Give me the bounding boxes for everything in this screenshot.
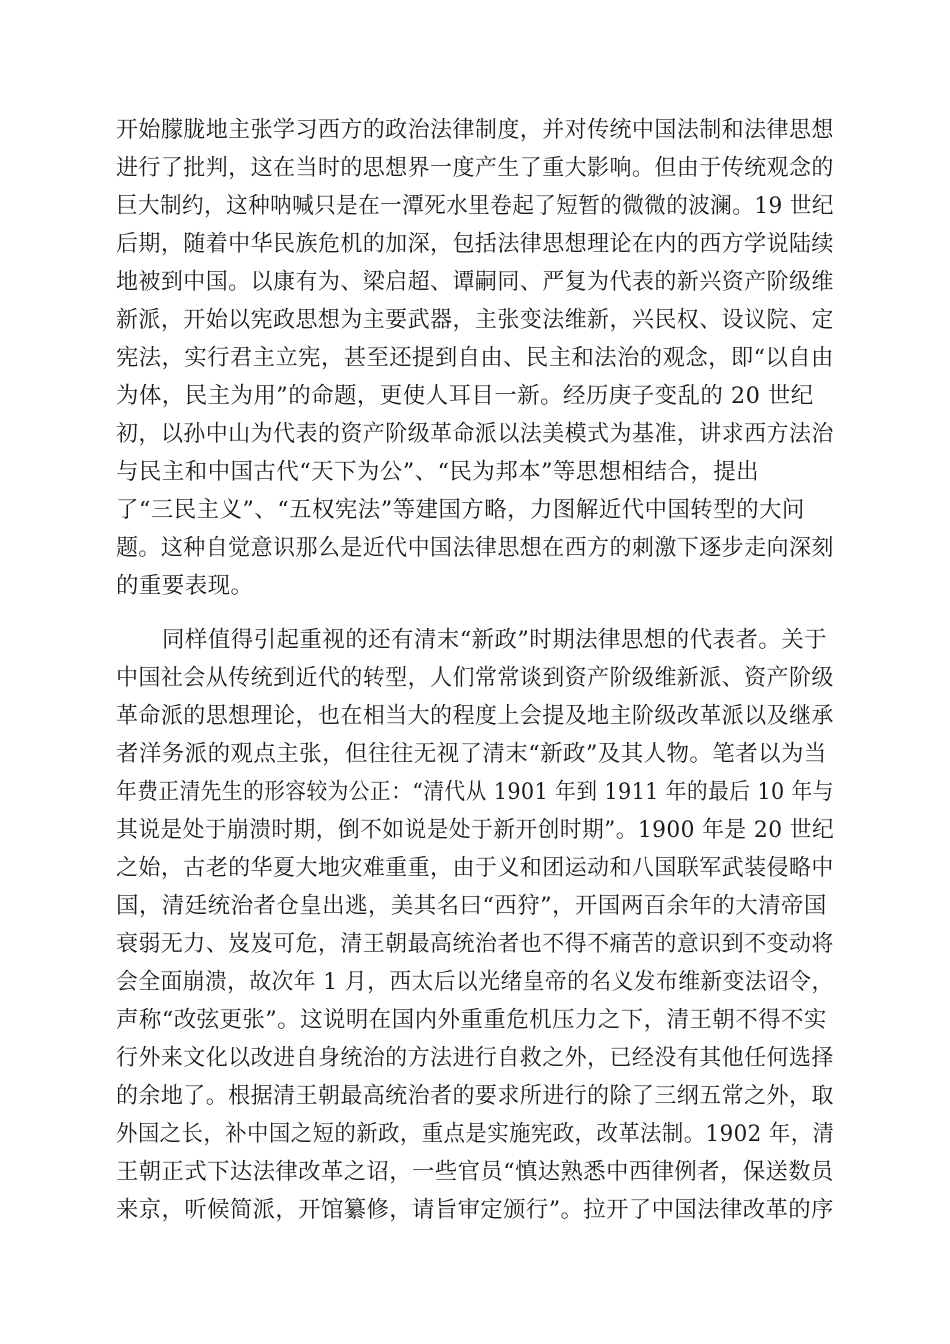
text-line: 了“三民主义”、“五权宪法”等建国方略，力图解近代中国转型的大问 bbox=[116, 497, 805, 523]
text-line: 与民主和中国古代“天下为公”、“民为邦本”等思想相结合，提出 bbox=[116, 459, 760, 485]
text-line: 年费正清先生的形容较为公正：“清代从 1901 年到 1911 年的最后 10 年与 bbox=[116, 779, 834, 805]
text-line: 的余地了。根据清王朝最高统治者的要求所进行的除了三纲五常之外，取 bbox=[116, 1083, 834, 1109]
text-line: 开始朦胧地主张学习西方的政治法律制度，并对传统中国法制和法律思想 bbox=[116, 117, 834, 143]
text-line: 地被到中国。以康有为、梁启超、谭嗣同、严复为代表的新兴资产阶级维 bbox=[116, 269, 834, 295]
text-line: 同样值得引起重视的还有清末“新政”时期法律思想的代表者。关于 bbox=[162, 627, 828, 653]
text-line: 后期，随着中华民族危机的加深，包括法律思想理论在内的西方学说陆续 bbox=[116, 231, 834, 257]
text-line: 进行了批判，这在当时的思想界一度产生了重大影响。但由于传统观念的 bbox=[116, 155, 834, 181]
text-line: 革命派的思想理论，也在相当大的程度上会提及地主阶级改革派以及继承 bbox=[116, 703, 834, 729]
text-line: 中国社会从传统到近代的转型，人们常常谈到资产阶级维新派、资产阶级 bbox=[116, 665, 834, 691]
text-line: 初，以孙中山为代表的资产阶级革命派以法美模式为基准，讲求西方法治 bbox=[116, 421, 834, 447]
text-line: 为体，民主为用”的命题，更使人耳目一新。经历庚子变乱的 20 世纪 bbox=[116, 383, 814, 409]
text-line: 其说是处于崩溃时期，倒不如说是处于新开创时期”。1900 年是 20 世纪 bbox=[116, 817, 835, 843]
text-line: 衰弱无力、岌岌可危，清王朝最高统治者也不得不痛苦的意识到不变动将 bbox=[116, 931, 834, 957]
text-line: 会全面崩溃，故次年 1 月，西太后以光绪皇帝的名义发布维新变法诏令， bbox=[116, 969, 834, 995]
text-line: 宪法，实行君主立宪，甚至还提到自由、民主和法治的观念，即“以自由 bbox=[116, 345, 834, 371]
text-line: 新派，开始以宪政思想为主要武器，主张变法维新，兴民权、设议院、定 bbox=[116, 307, 834, 333]
text-line: 题。这种自觉意识那么是近代中国法律思想在西方的刺激下逐步走向深刻 bbox=[116, 535, 834, 561]
text-line: 王朝正式下达法律改革之诏，一些官员“慎达熟悉中西律例者，保送数员 bbox=[116, 1159, 834, 1185]
text-line: 来京，听候简派，开馆纂修，请旨审定颁行”。拉开了中国法律改革的序 bbox=[116, 1197, 834, 1223]
text-line: 之始，古老的华夏大地灾难重重，由于义和团运动和八国联军武装侵略中 bbox=[116, 855, 834, 881]
text-line: 声称“改弦更张”。这说明在国内外重重危机压力之下，清王朝不得不实 bbox=[116, 1007, 827, 1033]
text-line: 的重要表现。 bbox=[116, 573, 254, 599]
text-line: 外国之长，补中国之短的新政，重点是实施宪政，改革法制。1902 年，清 bbox=[116, 1121, 835, 1147]
text-line: 者洋务派的观点主张，但往往无视了清末“新政”及其人物。笔者以为当 bbox=[116, 741, 827, 767]
text-line: 国，清廷统治者仓皇出逃，美其名曰“西狩”，开国两百余年的大清帝国 bbox=[116, 893, 827, 919]
text-line: 行外来文化以改进自身统治的方法进行自救之外，已经没有其他任何选择 bbox=[116, 1045, 834, 1071]
text-line: 巨大制约，这种呐喊只是在一潭死水里卷起了短暂的微微的波澜。19 世纪 bbox=[116, 193, 834, 219]
